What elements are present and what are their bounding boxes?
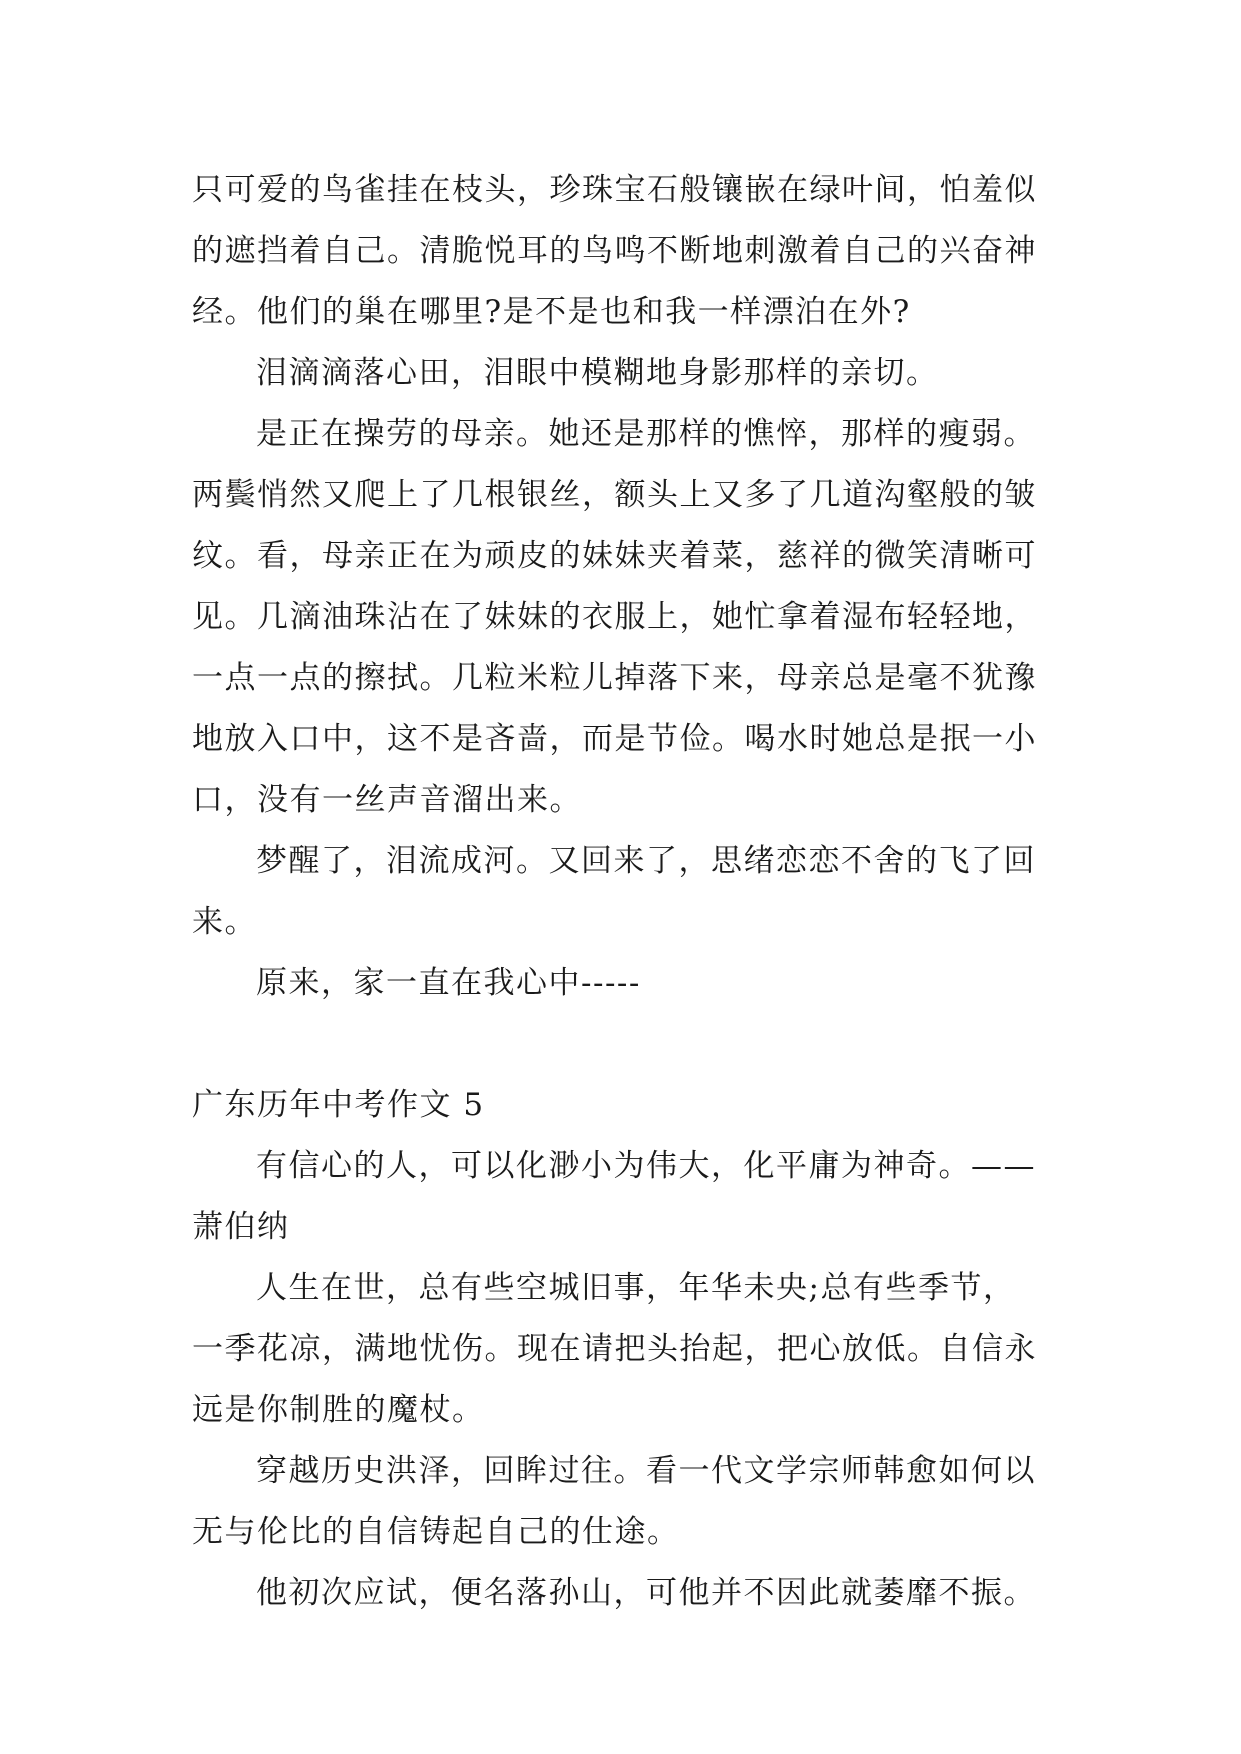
- text-line: 无与伦比的自信铸起自己的仕途。: [192, 1514, 680, 1550]
- text-line: 有信心的人，可以化渺小为伟大，化平庸为神奇。——: [256, 1148, 1036, 1184]
- text-line: 一点一点的擦拭。几粒米粒儿掉落下来，母亲总是毫不犹豫: [192, 660, 1037, 696]
- text-line: 的遮挡着自己。清脆悦耳的鸟鸣不断地刺激着自己的兴奋神: [192, 233, 1037, 269]
- section-heading: 广东历年中考作文 5: [192, 1087, 485, 1123]
- text-line: 只可爱的鸟雀挂在枝头，珍珠宝石般镶嵌在绿叶间，怕羞似: [192, 172, 1037, 208]
- text-line: 一季花凉，满地忧伤。现在请把头抬起，把心放低。自信永: [192, 1331, 1037, 1367]
- text-line: 来。: [192, 904, 257, 940]
- text-line: 萧伯纳: [192, 1209, 290, 1245]
- text-line: 人生在世，总有些空城旧事，年华未央;总有些季节，: [256, 1270, 1016, 1306]
- text-line: 地放入口中，这不是吝啬，而是节俭。喝水时她总是抿一小: [192, 721, 1037, 757]
- text-line: 穿越历史洪泽，回眸过往。看一代文学宗师韩愈如何以: [256, 1453, 1036, 1489]
- text-line: 远是你制胜的魔杖。: [192, 1392, 485, 1428]
- text-line: 见。几滴油珠沾在了妹妹的衣服上，她忙拿着湿布轻轻地，: [192, 599, 1037, 635]
- text-line: 口，没有一丝声音溜出来。: [192, 782, 582, 818]
- text-line: 两鬓悄然又爬上了几根银丝，额头上又多了几道沟壑般的皱: [192, 477, 1037, 513]
- text-line: 经。他们的巢在哪里?是不是也和我一样漂泊在外?: [192, 294, 911, 330]
- text-line: 原来，家一直在我心中-----: [256, 965, 641, 1001]
- blank-gap: [192, 1014, 1082, 1075]
- text-line: 梦醒了，泪流成河。又回来了，思绪恋恋不舍的飞了回: [256, 843, 1036, 879]
- text-line: 泪滴滴落心田，泪眼中模糊地身影那样的亲切。: [256, 355, 939, 391]
- text-line: 纹。看，母亲正在为顽皮的妹妹夹着菜，慈祥的微笑清晰可: [192, 538, 1037, 574]
- text-line: 是正在操劳的母亲。她还是那样的憔悴，那样的瘦弱。: [256, 416, 1036, 452]
- document-page: [192, 160, 1082, 1624]
- text-line: 他初次应试，便名落孙山，可他并不因此就萎靡不振。: [256, 1575, 1036, 1611]
